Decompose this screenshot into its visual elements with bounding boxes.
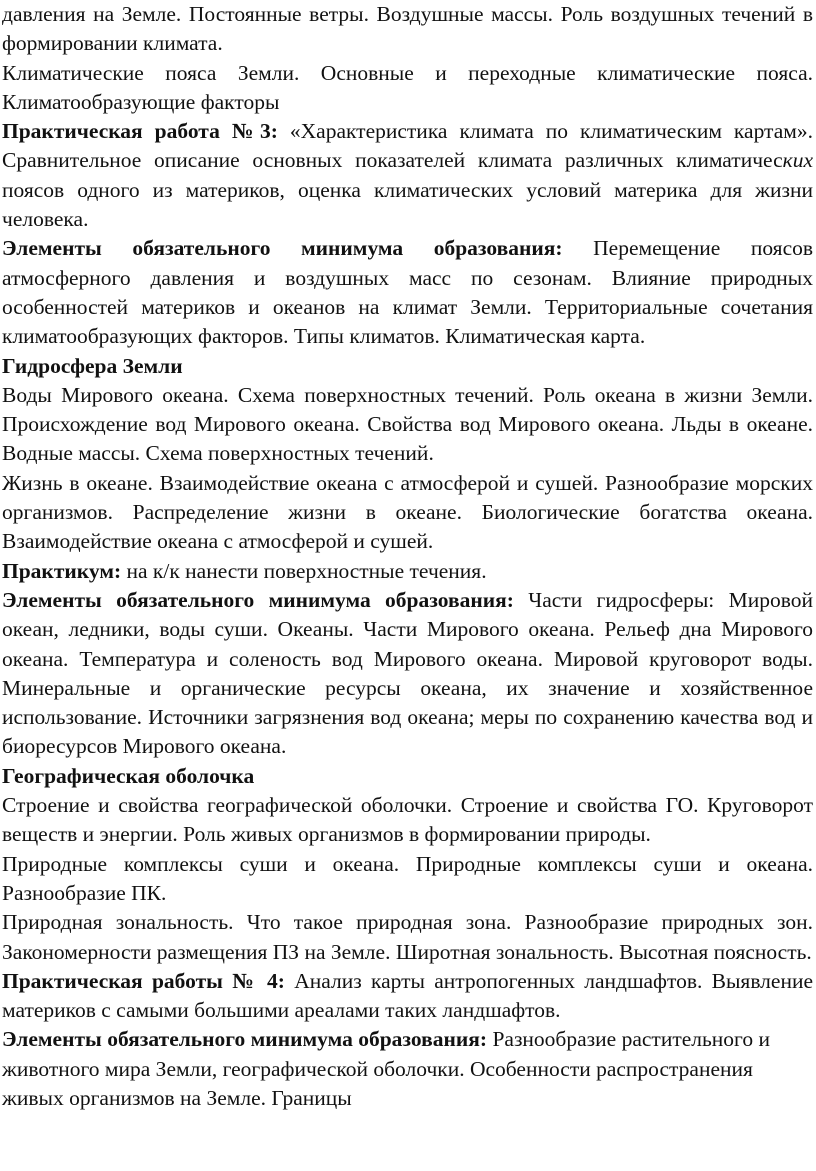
text-run: Жизнь в океане. Взаимодействие океана с атмосферой и сушей. Разнообразие морских организмов. Распределение жизни в океане. Биологические богатства океана. Взаимодействие океана с атмосферой и сушей. — [2, 470, 813, 554]
text-run: давления на Земле. Постоянные ветры. Воздушные массы. Роль воздушных течений в формировании климата. — [2, 2, 813, 56]
section-heading-hydrosphere — [2, 352, 813, 381]
practical-work-label: Практическая работа №3: — [2, 119, 278, 144]
paragraph-practical-work-4 — [2, 967, 813, 1026]
text-run: Природная зональность. Что такое природная зона. Разнообразие природных зон. Закономерности размещения ПЗ на Земле. Широтная зональность. Высотная поясность. — [2, 910, 813, 964]
text-run: поясов одного из материков, оценка климатических условий материка для жизни человека. — [2, 177, 813, 232]
paragraph-minimum-elements-hydrosphere — [2, 586, 813, 762]
text-run: Воды Мирового океана. Схема поверхностных течений. Роль океана в жизни Земли. Происхождение вод Мирового океана. Свойства вод Мирового океана. Льды в океане. Водные массы. Схема поверхностных течений. — [2, 382, 813, 466]
text-run: Строение и свойства географической оболочки. Строение и свойства ГО. Круговорот веществ и энергии. Роль живых организмов в формировании природы. — [2, 793, 813, 847]
heading-text: Географическая оболочка — [2, 763, 255, 788]
minimum-elements-label: Элементы обязательного минимума образования: — [2, 236, 563, 261]
paragraph-minimum-elements-envelope — [2, 1025, 813, 1113]
practical-work-label: Практическая работы № 4: — [2, 968, 285, 993]
paragraph-natural-zonality — [2, 908, 813, 967]
paragraph-practicum — [2, 557, 813, 586]
text-run: Природные комплексы суши и океана. Природные комплексы суши и океана. Разнообразие ПК. — [2, 851, 813, 905]
text-run: Разнообразие растительного и животного мира Земли, географической оболочки. Особенности распространения живых организмов на Земле. Границы — [2, 1027, 770, 1110]
italic-run: ких — [782, 148, 813, 173]
text-run: на к/к нанести поверхностные течения. — [121, 558, 487, 583]
text-run: Климатические пояса Земли. Основные и переходные климатические пояса. Климатообразующие факторы — [2, 60, 813, 114]
paragraph-natural-complexes — [2, 850, 813, 909]
paragraph-ocean-waters — [2, 381, 813, 469]
paragraph-climate-belts — [2, 59, 813, 118]
heading-text: Гидросфера Земли — [2, 353, 183, 378]
text-run: Перемещение поясов атмосферного давления и воздушных масс по сезонам. Влияние природных особенностей материков и океанов на климат Земли. Территориальные сочетания климатообразующих факторов. Типы климатов. Климатическая карта. — [2, 236, 814, 349]
text-run: Анализ карты антропогенных ландшафтов. Выявление материков с самыми большими ареалами таких ландшафтов. — [2, 968, 814, 1023]
minimum-elements-label: Элементы обязательного минимума образования: — [2, 1027, 488, 1052]
paragraph-envelope-structure — [2, 791, 813, 850]
paragraph-ocean-life — [2, 469, 813, 557]
paragraph-minimum-elements-climate — [2, 234, 813, 351]
section-heading-geographic-envelope — [2, 762, 813, 791]
paragraph-atmosphere — [2, 0, 813, 59]
practicum-label: Практикум: — [2, 558, 122, 583]
text-run: Части гидросферы: Мировой океан, ледники, воды суши. Океаны. Части Мирового океана. Рельеф дна Мирового океана. Температура и соленость вод Мирового океана. Мировой круговорот воды. Минеральные и органические ресурсы океана, их значение и хозяйственное использование. Источники загрязнения вод океана; меры по сохранению качества вод и биоресурсов Мирового океана. — [2, 587, 813, 759]
paragraph-practical-work-3 — [2, 117, 813, 234]
text-run: «Характеристика климата по климатическим картам». Сравнительное описание основных показателей климата различных климатичес — [2, 119, 813, 173]
minimum-elements-label: Элементы обязательного минимума образования: — [2, 587, 514, 612]
